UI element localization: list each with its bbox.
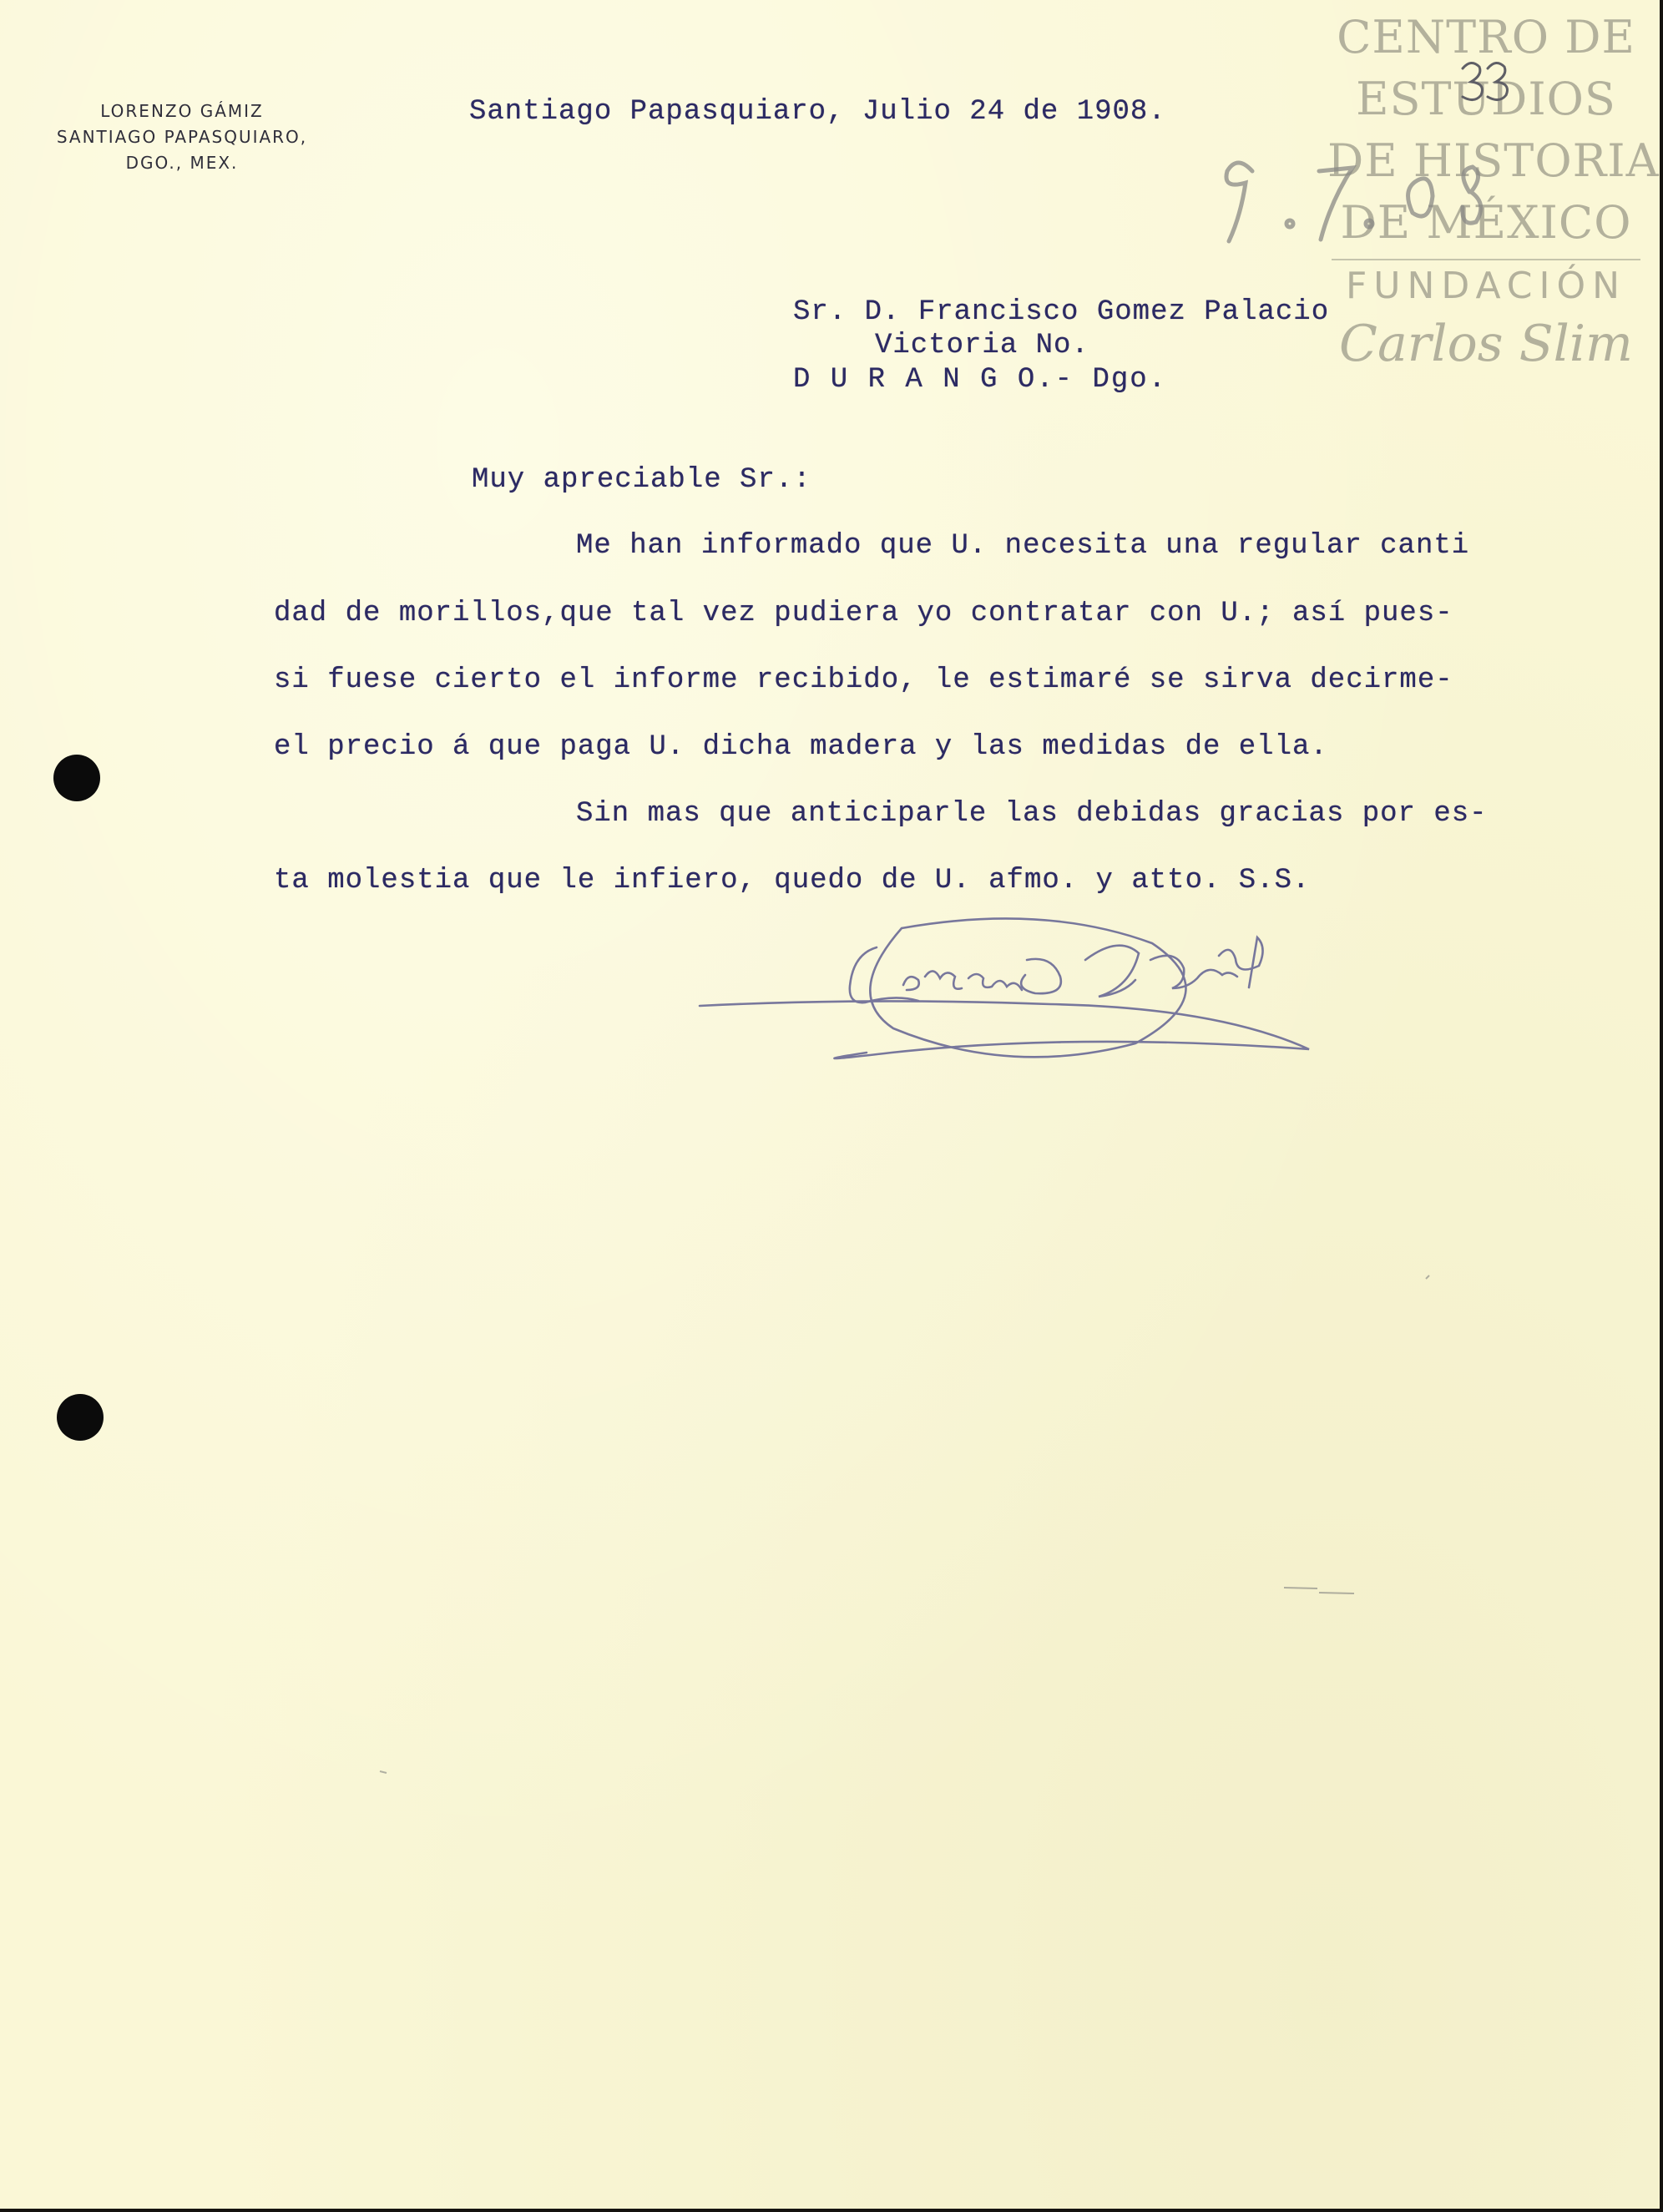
folio-number-mark xyxy=(1463,63,1508,99)
recipient-name: Sr. D. Francisco Gomez Palacio xyxy=(793,296,1330,328)
punch-hole-top xyxy=(53,755,100,801)
letterhead-name: LORENZO GÁMIZ xyxy=(100,101,264,121)
body-line-3: si fuese cierto el informe recibido, le estimaré se sirva decirme- xyxy=(274,664,1453,696)
stamp-line-2: ESTUDIOS xyxy=(1356,73,1616,125)
stamp-fundacion: FUNDACIÓN xyxy=(1345,265,1627,307)
stray-marks xyxy=(380,1275,1429,1773)
stamp-carlos-slim: Carlos Slim xyxy=(1339,315,1633,373)
body-line-6: ta molestia que le infiero, quedo de U. afmo. y atto. S.S. xyxy=(274,865,1311,896)
date-line: Santiago Papasquiaro, Julio 24 de 1908. xyxy=(469,96,1166,128)
letterhead-state: DGO., MEX. xyxy=(125,153,239,173)
signature xyxy=(700,918,1309,1058)
body-line-1: Me han informado que U. necesita una regular canti xyxy=(576,530,1470,562)
archive-pencil-mark xyxy=(1226,163,1481,241)
salutation: Muy apreciable Sr.: xyxy=(472,464,811,496)
stamp-line-1: CENTRO DE xyxy=(1337,11,1635,63)
recipient-street: Victoria No. xyxy=(875,330,1089,361)
recipient-city: D U R A N G O.- Dgo. xyxy=(793,364,1168,396)
stamp-line-4: DE MÉXICO xyxy=(1340,196,1632,249)
stamp-line-3: DE HISTORIA xyxy=(1327,134,1660,187)
body-line-2: dad de morillos,que tal vez pudiera yo contratar con U.; así pues- xyxy=(274,598,1453,629)
letterhead-city: SANTIAGO PAPASQUIARO, xyxy=(56,127,308,147)
punch-hole-bottom xyxy=(57,1394,104,1441)
body-line-5: Sin mas que anticiparle las debidas gracias por es- xyxy=(576,798,1488,830)
body-line-4: el precio á que paga U. dicha madera y las medidas de ella. xyxy=(274,731,1328,763)
